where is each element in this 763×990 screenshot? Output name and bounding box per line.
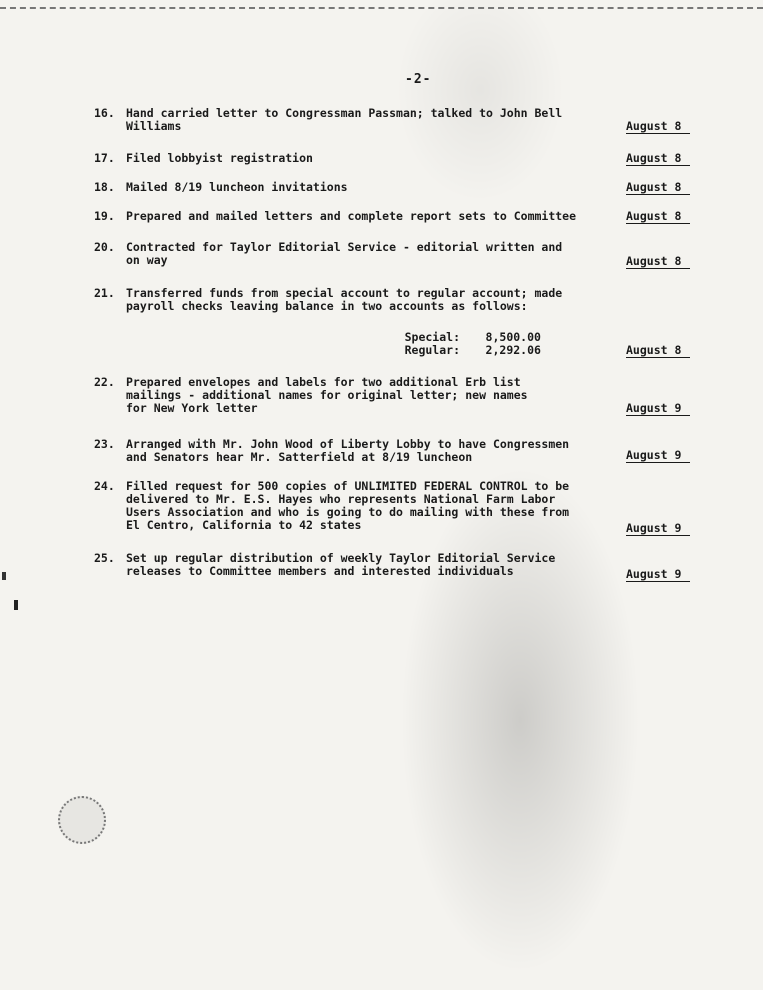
item-text-line: mailings - additional names for original letter; new names <box>126 388 528 402</box>
item-text-line: Arranged with Mr. John Wood of Liberty Lobby to have Congressmen <box>126 437 570 451</box>
account-balances <box>400 331 541 357</box>
item-text <box>126 181 616 194</box>
item-date: August 9 <box>626 568 690 582</box>
hole-punch <box>58 796 106 844</box>
item-date: August 9 <box>626 449 690 463</box>
item-date: August 8 <box>626 181 690 195</box>
item-text-line: Filled request for 500 copies of UNLIMITED FEDERAL CONTROL to be <box>126 479 570 493</box>
list-item <box>0 181 763 196</box>
item-text <box>126 287 616 313</box>
item-number: 19. <box>94 209 115 223</box>
item-text-line: Transferred funds from special account to regular account; made <box>126 286 563 300</box>
item-number: 20. <box>94 240 115 254</box>
item-text <box>126 210 616 223</box>
item-text-line: Prepared envelopes and labels for two additional Erb list <box>126 375 521 389</box>
item-text <box>126 438 616 464</box>
item-text-line: Hand carried letter to Congressman Passman; talked to John Bell <box>126 106 563 120</box>
item-text-line: Contracted for Taylor Editorial Service - editorial written and <box>126 240 563 254</box>
item-text <box>126 552 616 578</box>
list-item <box>0 438 763 466</box>
item-number: 23. <box>94 437 115 451</box>
list-item <box>0 107 763 135</box>
item-date: August 8 <box>626 152 690 166</box>
item-text-line: payroll checks leaving balance in two accounts as follows: <box>126 299 528 313</box>
balance-label: Special: <box>404 330 460 344</box>
balance-row-regular <box>400 344 541 357</box>
item-text <box>126 376 616 415</box>
item-date: August 9 <box>626 402 690 416</box>
item-number: 25. <box>94 551 115 565</box>
top-dashed-rule <box>0 7 763 9</box>
list-item <box>0 552 763 580</box>
margin-mark <box>14 600 18 610</box>
item-date: August 8 <box>626 120 690 134</box>
item-text-line: delivered to Mr. E.S. Hayes who represents National Farm Labor <box>126 492 556 506</box>
item-number: 22. <box>94 375 115 389</box>
page-number: -2- <box>405 72 432 87</box>
item-text <box>126 480 616 532</box>
item-date: August 9 <box>626 522 690 536</box>
list-item <box>0 152 763 167</box>
item-text <box>126 152 616 165</box>
item-date: August 8 <box>626 210 690 224</box>
item-text-line: for New York letter <box>126 401 258 415</box>
item-date: August 8 <box>626 255 690 269</box>
balance-amount: 8,500.00 <box>485 330 541 344</box>
item-text <box>126 107 616 133</box>
item-text-line: Williams <box>126 119 182 133</box>
item-text-line: releases to Committee members and interested individuals <box>126 564 514 578</box>
item-number: 24. <box>94 479 115 493</box>
item-number: 21. <box>94 286 115 300</box>
list-item <box>0 241 763 269</box>
item-text <box>126 241 616 267</box>
list-item <box>0 376 763 417</box>
item-text-line: Set up regular distribution of weekly Taylor Editorial Service <box>126 551 556 565</box>
balance-label: Regular: <box>404 343 460 357</box>
item-text-line: El Centro, California to 42 states <box>126 518 362 532</box>
item-text-line: on way <box>126 253 168 267</box>
item-text-line: Filed lobbyist registration <box>126 151 313 165</box>
item-text-line: and Senators hear Mr. Satterfield at 8/19 luncheon <box>126 450 473 464</box>
item-number: 17. <box>94 151 115 165</box>
item-text-line: Mailed 8/19 luncheon invitations <box>126 180 348 194</box>
list-item <box>0 210 763 225</box>
item-text-line: Users Association and who is going to do mailing with these from <box>126 505 570 519</box>
balance-amount: 2,292.06 <box>485 343 541 357</box>
item-date: August 8 <box>626 344 690 358</box>
item-text-line: Prepared and mailed letters and complete report sets to Committee <box>126 209 577 223</box>
list-item <box>0 480 763 534</box>
item-number: 18. <box>94 180 115 194</box>
item-number: 16. <box>94 106 115 120</box>
